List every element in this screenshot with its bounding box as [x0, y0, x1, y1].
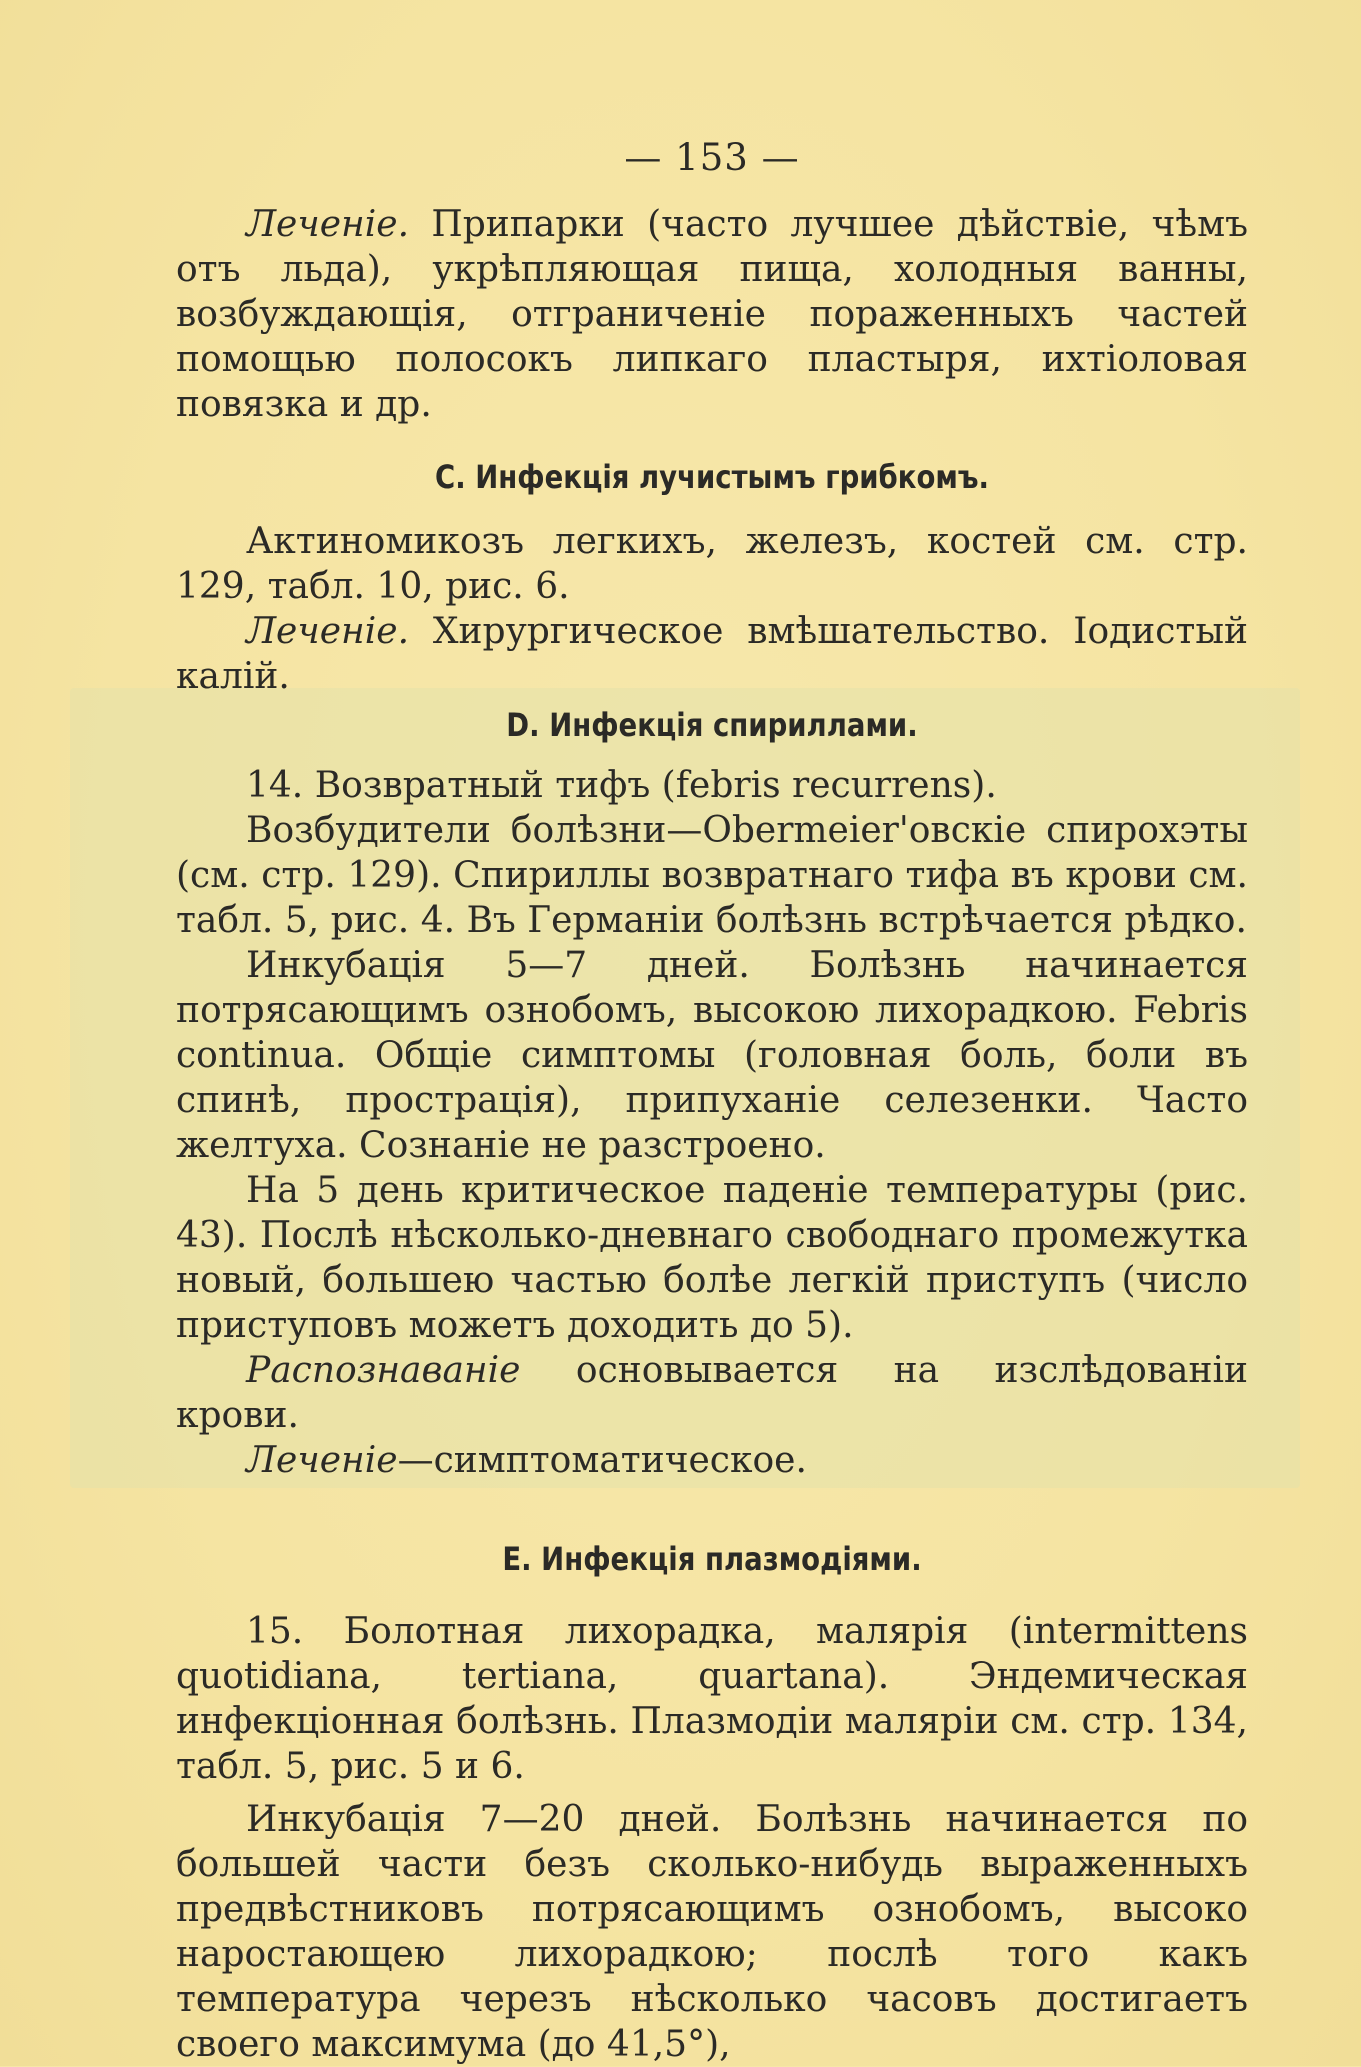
paragraph-pathogens: [176, 808, 1248, 943]
section-heading-c: C. Инфекцiя лучистымъ грибкомъ.: [435, 458, 989, 496]
paragraph-treatment-1: [176, 202, 1248, 427]
paragraph-text: Инкубацiя 5—7 дней. Болѣзнь начинается потрясающимъ ознобомъ, высокою лихорадкою. Febris continua. Общiе симптомы (головная боль, боли въ спинѣ, прострацiя), припуханiе селезенки. Часто желтуха. Сознанiе не разстроено.: [176, 945, 1248, 1166]
section-heading-e: E. Инфекцiя плазмодiями.: [502, 1540, 922, 1578]
paragraph-incubation-2: [176, 1797, 1248, 2067]
paragraph-text: 14. Возвратный тифъ (febris recurrens).: [246, 765, 997, 806]
paragraph-relapsing-fever-title: [176, 763, 1248, 808]
paragraph-lead: Леченiе: [246, 1440, 398, 1481]
paragraph-text: 15. Болотная лихорадка, малярiя (intermittens quotidiana, tertiana, quartana). Эндемическая инфекцiонная болѣзнь. Плазмодiи малярiи см. стр. 134, табл. 5, рис. 5 и 6.: [176, 1611, 1248, 1787]
paragraph-text: —симптоматическое.: [397, 1440, 807, 1481]
page-content: [176, 130, 1248, 2067]
section-heading-d: D. Инфекцiя спириллами.: [506, 706, 918, 744]
paragraph-text: основывается на изслѣдованiи крови.: [176, 1350, 1248, 1436]
paragraph-crisis: [176, 1168, 1248, 1348]
paragraph-text: На 5 день критическое паденiе температуры (рис. 43). Послѣ нѣсколько-дневнаго свободнаго промежутка новый, большею частью болѣе легкiй приступъ (число приступовъ можетъ доходить до 5).: [176, 1170, 1248, 1346]
paragraph-text: Припарки (часто лучшее дѣйствiе, чѣмъ отъ льда), укрѣпляющая пища, холодныя ванны, возбуждающiя, отграниченiе пораженныхъ частей помощью полосокъ липкаго пластыря, ихтiоловая повязка и др.: [176, 204, 1248, 425]
paragraph-lead: Леченiе.: [246, 204, 410, 245]
paragraph-diagnosis: [176, 1348, 1248, 1438]
paragraph-text: Актиномикозъ легкихъ, железъ, костей см. стр. 129, табл. 10, рис. 6.: [176, 521, 1248, 607]
paragraph-lead: Леченiе.: [246, 611, 410, 652]
paragraph-treatment-3: [176, 1438, 1248, 1483]
paragraph-text: Хирургическое вмѣшательство. Iодистый калiй.: [176, 611, 1248, 697]
paragraph-actinomycosis: [176, 519, 1248, 609]
paragraph-text: Инкубацiя 7—20 дней. Болѣзнь начинается по большей части безъ сколько-нибудь выраженныхъ предвѣстниковъ потрясающимъ ознобомъ, высоко наростающею лихорадкою; послѣ того какъ температура черезъ нѣсколько часовъ достигаетъ своего максимума (до 41,5°),: [176, 1799, 1248, 2065]
page-number: — 153 —: [624, 136, 800, 179]
paragraph-malaria: [176, 1609, 1248, 1789]
paragraph-incubation-1: [176, 943, 1248, 1168]
paragraph-treatment-2: [176, 609, 1248, 699]
paragraph-lead: Распознаванiе: [246, 1350, 521, 1391]
paragraph-text: Возбудители болѣзни—Obermeier'овскiе спирохэты (см. стр. 129). Спириллы возвратнаго тифа въ крови см. табл. 5, рис. 4. Въ Германiи болѣзнь встрѣчается рѣдко.: [176, 810, 1248, 941]
